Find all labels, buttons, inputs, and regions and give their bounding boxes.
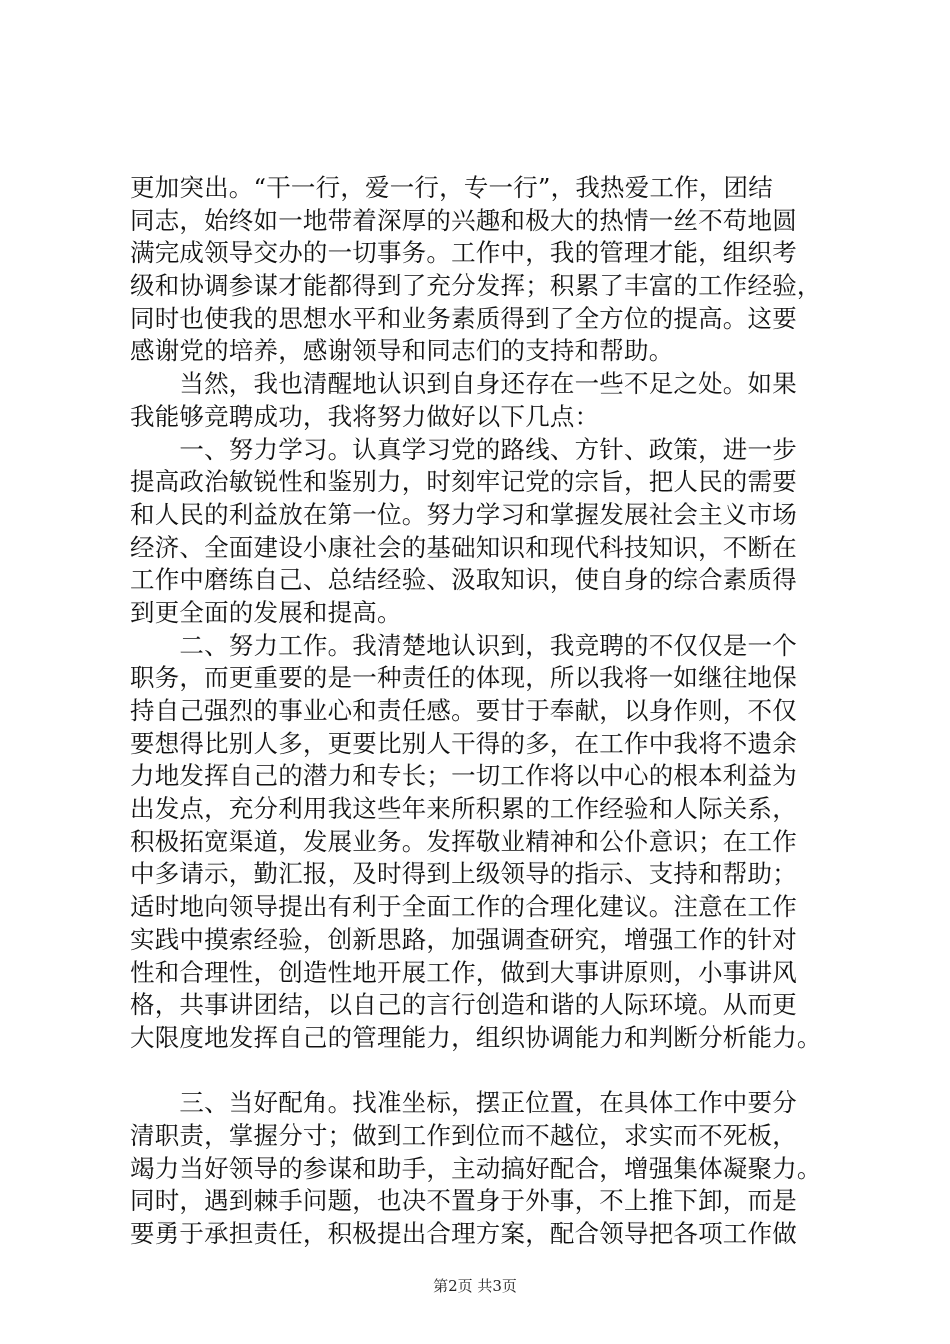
- text-line: 适时地向领导提出有利于全面工作的合理化建议。注意在工作: [130, 892, 797, 922]
- text-line: 感谢党的培养，感谢领导和同志们的支持和帮助。: [130, 336, 674, 366]
- text-line: 更加突出。“干一行，爱一行，专一行”，我热爱工作，团结: [130, 173, 773, 202]
- text-line: 同时，遇到棘手问题，也决不置身于外事，不上推下卸，而是: [130, 1186, 797, 1216]
- text-line: 性和合理性，创造性地开展工作，做到大事讲原则，小事讲风: [130, 957, 797, 987]
- text-line: 一、努力学习。认真学习党的路线、方针、政策，进一步: [130, 434, 797, 464]
- text-line: 要勇于承担责任，积极提出合理方案，配合领导把各项工作做: [130, 1219, 797, 1248]
- text-line: 同志，始终如一地带着深厚的兴趣和极大的热情一丝不苟地圆: [130, 205, 797, 235]
- text-line: 经济、全面建设小康社会的基础知识和现代科技知识，不断在: [130, 532, 797, 562]
- text-line: 格，共事讲团结，以自己的言行创造和谐的人际环境。从而更: [130, 990, 797, 1020]
- text-line: 三、当好配角。找准坐标，摆正位置，在具体工作中要分: [130, 1088, 797, 1118]
- text-line: 出发点，充分利用我这些年来所积累的工作经验和人际关系，: [130, 794, 797, 824]
- text-line: 要想得比别人多，更要比别人干得的多，在工作中我将不遗余: [130, 728, 797, 758]
- text-line: 清职责，掌握分寸；做到工作到位而不越位，求实而不死板，: [130, 1120, 797, 1150]
- page-footer: 第2页 共3页: [433, 1277, 517, 1295]
- text-line: 实践中摸索经验，创新思路，加强调查研究，增强工作的针对: [130, 924, 797, 954]
- text-line: 同时也使我的思想水平和业务素质得到了全方位的提高。这要: [130, 303, 797, 333]
- text-line: 当然，我也清醒地认识到自身还存在一些不足之处。如果: [130, 369, 797, 399]
- text-line: 级和协调参谋才能都得到了充分发挥；积累了丰富的工作经验，: [130, 271, 822, 301]
- text-line: 大限度地发挥自己的管理能力，组织协调能力和判断分析能力。: [130, 1022, 822, 1052]
- text-line: 满完成领导交办的一切事务。工作中，我的管理才能，组织考: [130, 238, 797, 268]
- text-line: 持自己强烈的事业心和责任感。要甘于奉献，以身作则，不仅: [130, 696, 797, 725]
- text-line: 竭力当好领导的参谋和助手，主动搞好配合，增强集体凝聚力。: [130, 1153, 822, 1183]
- text-line: 工作中磨练自己、总结经验、汲取知识，使自身的综合素质得: [130, 565, 797, 595]
- text-line: 提高政治敏锐性和鉴别力，时刻牢记党的宗旨，把人民的需要: [130, 467, 797, 497]
- text-line: 职务，而更重要的是一种责任的体现，所以我将一如继往地保: [130, 663, 797, 693]
- text-line: 中多请示，勤汇报，及时得到上级领导的指示、支持和帮助；: [130, 859, 797, 889]
- text-line: 积极拓宽渠道，发展业务。发挥敬业精神和公仆意识；在工作: [130, 826, 797, 856]
- text-line: 和人民的利益放在第一位。努力学习和掌握发展社会主义市场: [130, 499, 797, 529]
- paragraph-gap: [130, 1055, 850, 1088]
- text-line: 我能够竞聘成功，我将努力做好以下几点：: [130, 401, 600, 431]
- text-line: 二、努力工作。我清楚地认识到，我竞聘的不仅仅是一个: [130, 630, 797, 660]
- document-body: [130, 172, 850, 1251]
- text-line: 力地发挥自己的潜力和专长；一切工作将以中心的根本利益为: [130, 761, 797, 791]
- text-line: 到更全面的发展和提高。: [130, 597, 402, 627]
